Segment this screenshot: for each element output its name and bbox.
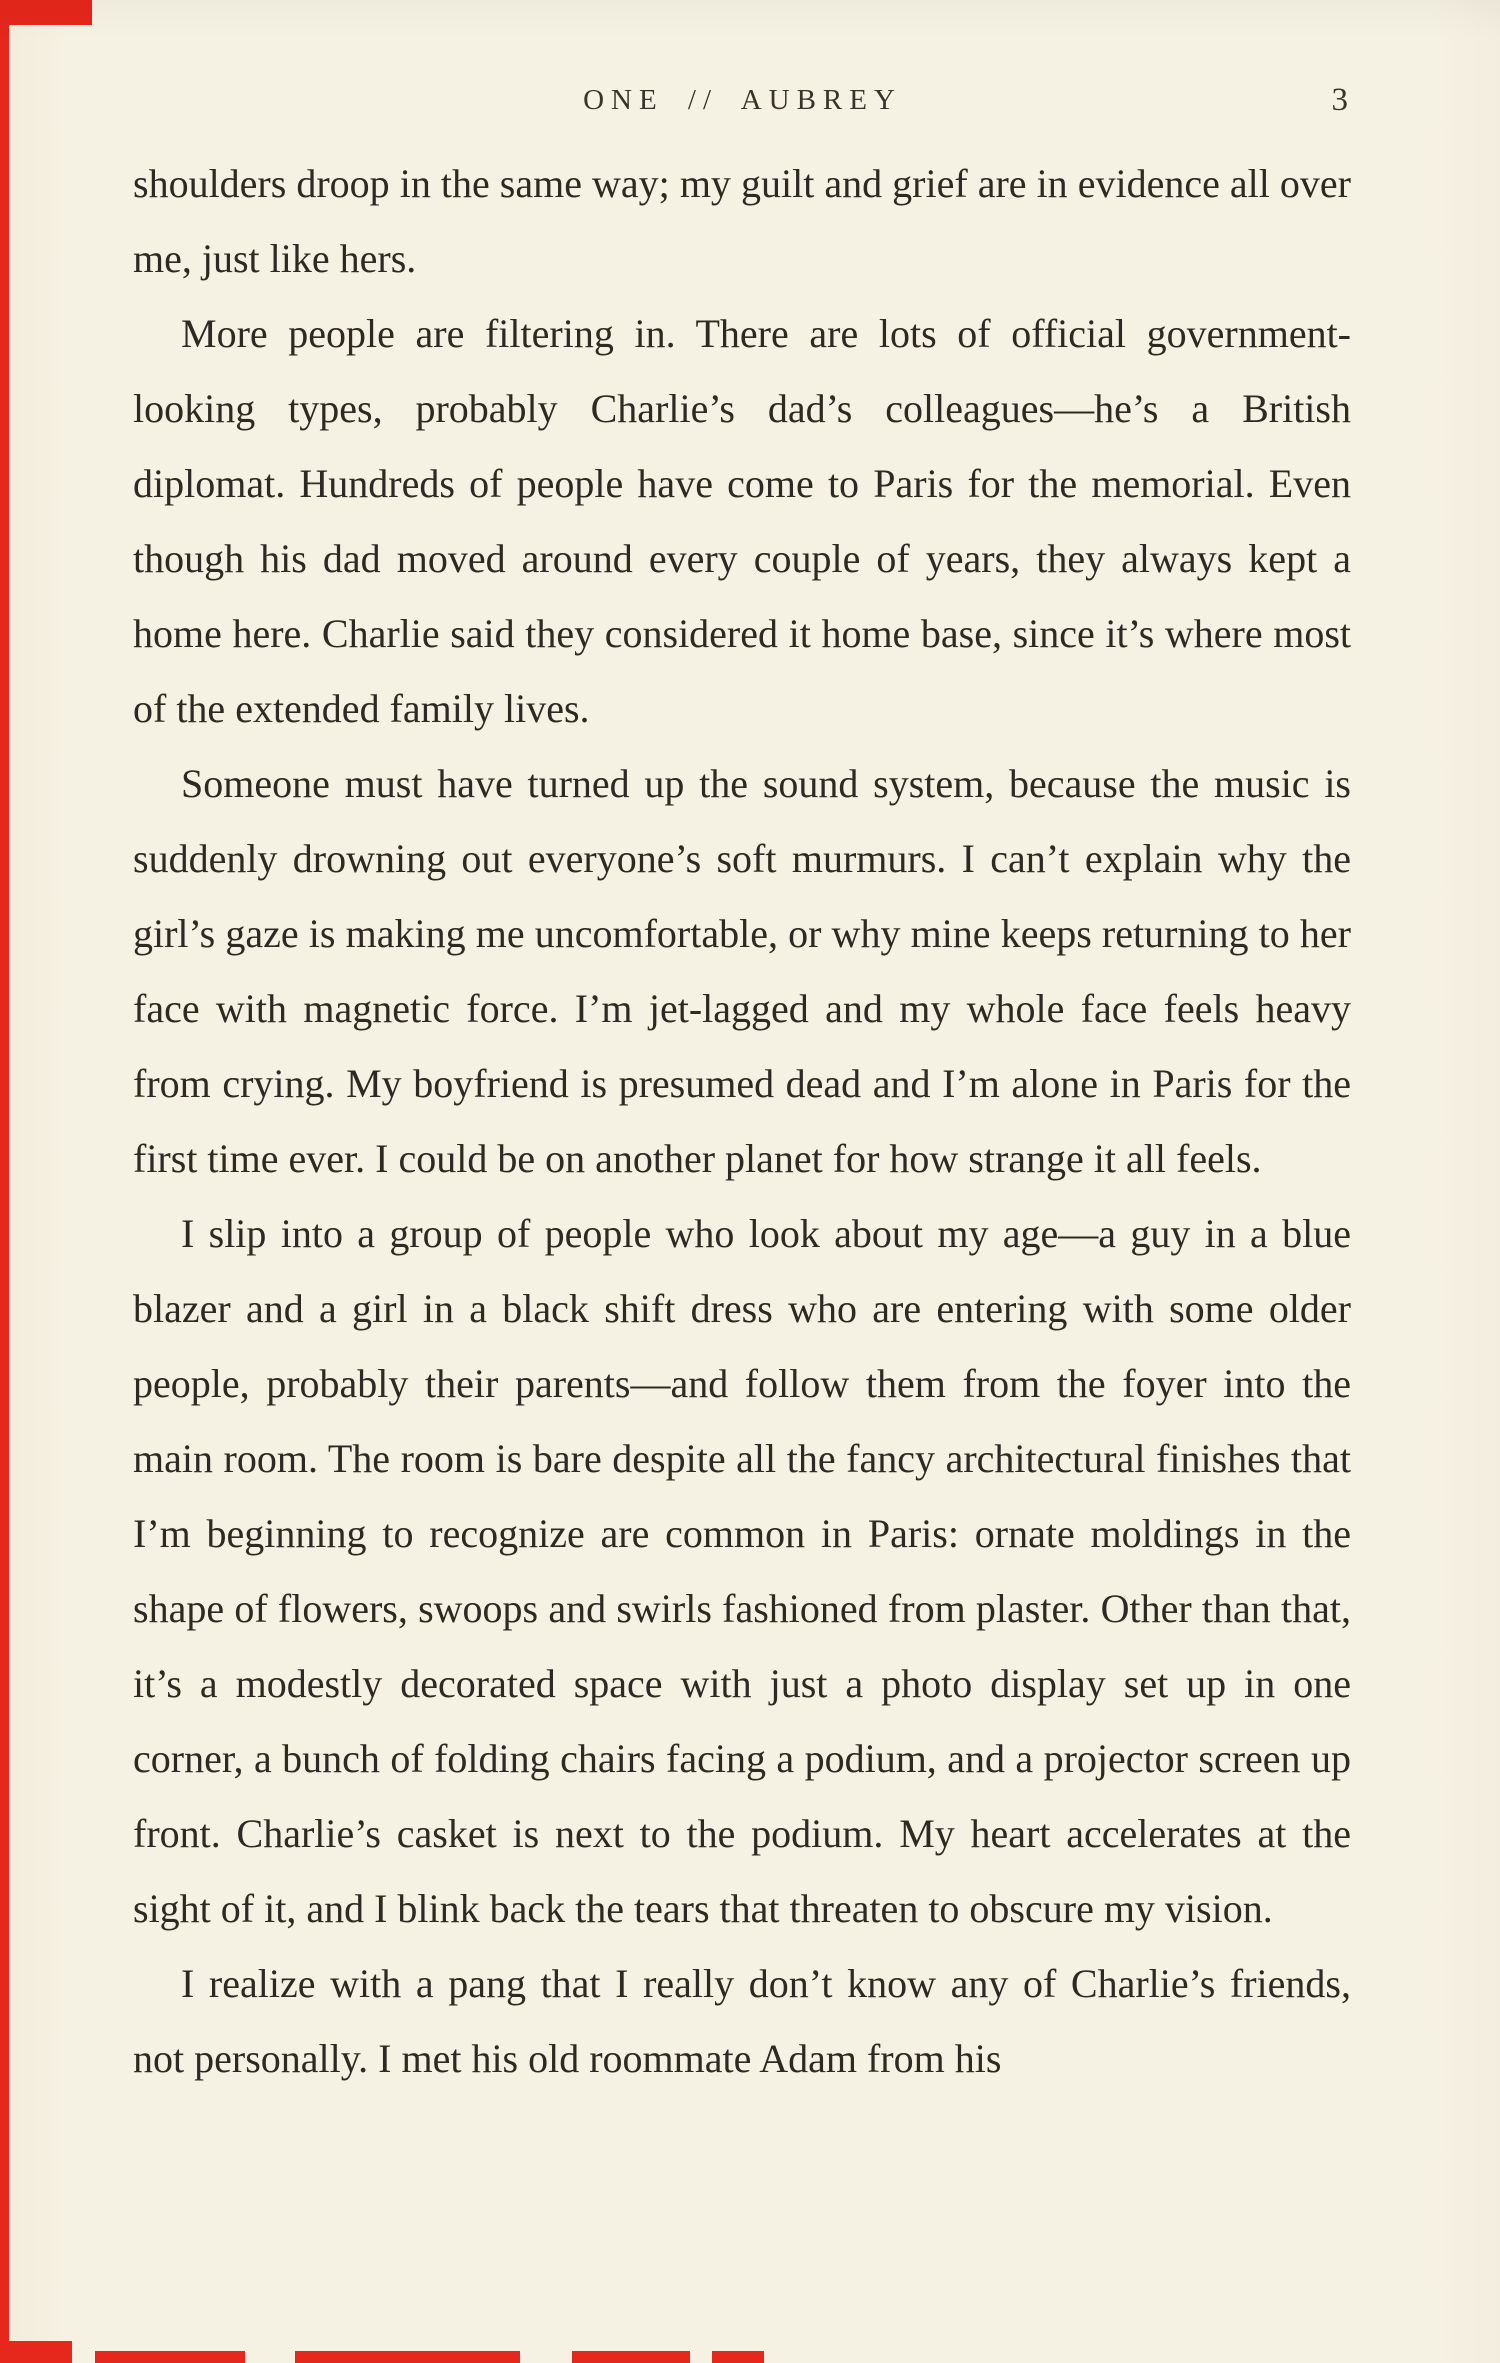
- page-number: 3: [1331, 82, 1348, 118]
- running-header: [135, 84, 1350, 117]
- paragraph: I slip into a group of people who look about my age—a guy in a blue blazer and a girl in a black shift dress who are entering with some older people, probably their parents—and follow them from the foyer into the main room. The room is bare despite all the fancy architectural finishes that I’m beginning to recognize are common in Paris: ornate moldings in the shape of flowers, swoops and swirls fashioned from plaster. Other than that, it’s a modestly decorated space with just a photo display set up in one corner, a bunch of folding chairs facing a podium, and a projector screen up front. Charlie’s casket is next to the podium. My heart accelerates at the sight of it, and I blink back the tears that threaten to obscure my vision.: [133, 1211, 1351, 1931]
- book-cover-edge-bottom-left: [0, 2341, 72, 2363]
- paragraph: shoulders droop in the same way; my guilt and grief are in evidence all over me, just like hers.: [133, 161, 1351, 281]
- page-body: [133, 146, 1351, 2096]
- book-cover-edge-bottom-dash: [95, 2351, 245, 2363]
- paragraph: I realize with a pang that I really don’t know any of Charlie’s friends, not personally. I met his old roommate Adam from his: [133, 1961, 1351, 2081]
- paragraph: More people are filtering in. There are lots of official government-looking types, probably Charlie’s dad’s colleagues—he’s a British diplomat. Hundreds of people have come to Paris for the memorial. Even though his dad moved around every couple of years, they always kept a home here. Charlie said they considered it home base, since it’s where most of the extended family lives.: [133, 311, 1351, 731]
- book-cover-edge-left: [0, 0, 9, 2363]
- book-cover-edge-bottom-dash: [295, 2351, 520, 2363]
- book-cover-edge-bottom-dash: [712, 2351, 764, 2363]
- book-cover-edge-top-left: [0, 0, 92, 25]
- running-header-title: ONE // AUBREY: [583, 84, 902, 116]
- book-cover-edge-bottom-dash: [572, 2351, 690, 2363]
- paragraph: Someone must have turned up the sound system, because the music is suddenly drowning out everyone’s soft murmurs. I can’t explain why the girl’s gaze is making me uncomfortable, or why mine keeps returning to her face with magnetic force. I’m jet-lagged and my whole face feels heavy from crying. My boyfriend is presumed dead and I’m alone in Paris for the first time ever. I could be on another planet for how strange it all feels.: [133, 761, 1351, 1181]
